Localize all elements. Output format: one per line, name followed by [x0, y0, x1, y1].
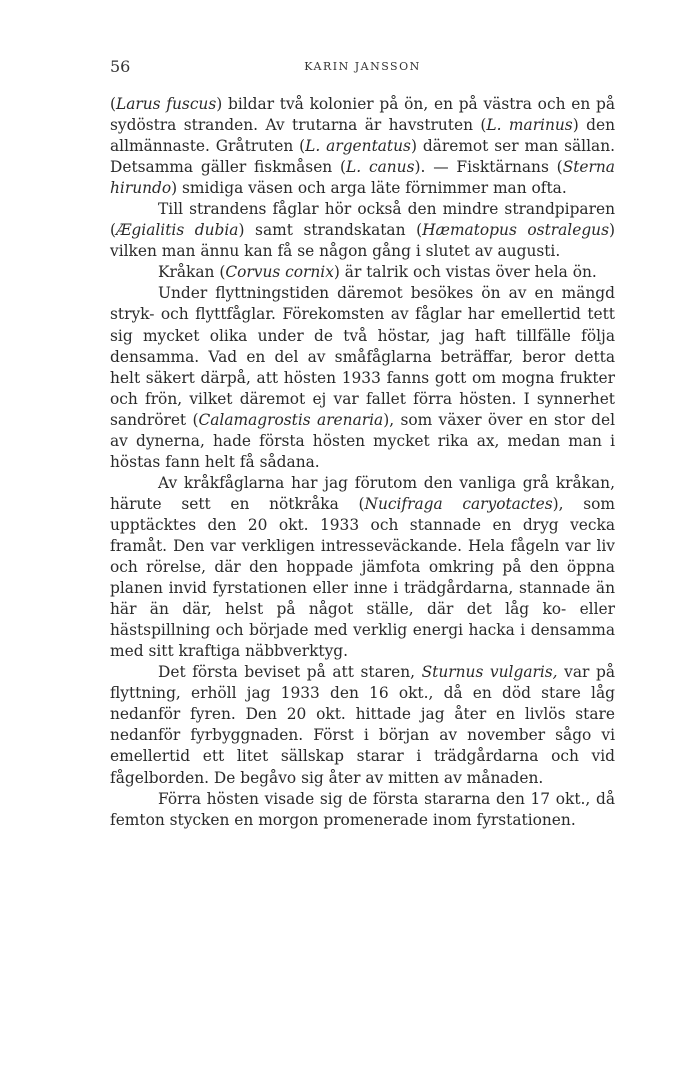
- species-name: Hæmatopus ostralegus: [422, 221, 609, 240]
- text-run: var på flyttning, erhöll jag 1933 den 16 okt., då en död stare låg nedanför fyren. Den 20 okt. hittade jag åter en livlös stare nedanför fyrbyggnaden. Först i början av november sågo vi emellertid ett litet sällskap starar i trädgårdarna och vid fågelborden. De begåvo sig åter av mitten av månaden.: [110, 663, 615, 787]
- text-run: ). — Fisktärnans (: [414, 158, 563, 177]
- running-head: KARIN JANSSON: [304, 60, 421, 73]
- paragraph: [110, 262, 615, 283]
- text-run: ) vilken man ännu kan få se någon gång i slutet av augusti.: [110, 221, 615, 261]
- text-run: ) den allmännaste. Gråtruten (: [110, 116, 615, 156]
- species-name: L. argentatus: [305, 137, 411, 156]
- text-run: ) bildar två kolonier på ön, en på västra och en på sydöstra stranden. Av trutarna är havstruten (: [110, 95, 615, 135]
- species-name: Sterna hirundo: [110, 158, 615, 198]
- species-name: L. marinus: [486, 116, 573, 135]
- species-name: Nucifraga caryotactes: [364, 494, 553, 513]
- text-run: ) är talrik och vistas över hela ön.: [333, 263, 597, 282]
- species-name: Ægialitis dubia: [116, 221, 239, 240]
- paragraph: [110, 789, 615, 831]
- text-run: ) samt strandskatan (: [238, 221, 423, 240]
- text-run: ), som växer över en stor del av dynerna, hade första hösten mycket rika ax, medan man i höstas fann helt få sådana.: [110, 410, 615, 471]
- text-run: Till strandens fåglar hör också den mindre strandpiparen (: [110, 200, 615, 240]
- text-run: ) smidiga väsen och arga läte förnimmer man ofta.: [171, 179, 567, 198]
- paragraph: [110, 94, 615, 199]
- text-run: Under flyttningstiden däremot besökes ön av en mängd stryk- och flyttfåglar. Förekomsten av fåglar har emellertid tett sig mycket olika under de två höstar, jag haft tillfälle följa densamma. Vad en del av småfåglarna beträffar, beror detta helt säkert därpå, att hösten 1933 fanns gott om mogna frukter och frön, vilket däremot ej var fallet förra hösten. I synnerhet sandröret (: [110, 284, 615, 429]
- body-text: [110, 94, 615, 831]
- species-name: L. canus: [346, 158, 415, 177]
- page-number: 56: [110, 57, 131, 76]
- text-run: Det första beviset på att staren,: [158, 663, 422, 682]
- text-run: Förra hösten visade sig de första stararna den 17 okt., då femton stycken en morgon promenerade inom fyrstationen.: [110, 789, 615, 829]
- species-name: Sturnus vulgaris,: [421, 663, 558, 682]
- species-name: Corvus cornix: [225, 263, 334, 282]
- text-run: ) däremot ser man sällan. Detsamma gäller fiskmåsen (: [110, 137, 615, 177]
- paragraph: [110, 662, 615, 788]
- text-run: Kråkan (: [158, 263, 226, 282]
- paragraph: [110, 283, 615, 472]
- species-name: Larus fuscus: [116, 95, 217, 113]
- paragraph: [110, 473, 615, 662]
- text-run: (: [110, 95, 117, 113]
- text-run: Av kråkfåglarna har jag förutom den vanliga grå kråkan, härute sett en nötkråka (: [110, 473, 615, 513]
- text-run: ), som upptäcktes den 20 okt. 1933 och stannade en dryg vecka framåt. Den var verkligen intresseväckande. Hela fågeln var liv och rörelse, där den hoppade jämfota omkring på den öppna planen invid fyrstationen eller inne i trädgårdarna, stannade än här än där, helst på något ställe, där det låg ko- eller hästspillning och började med verklig energi hacka i densamma med sitt kraftiga näbbverktyg.: [110, 494, 615, 661]
- paragraph: [110, 199, 615, 262]
- page-header: [110, 57, 615, 81]
- species-name: Calamagrostis arenaria: [198, 410, 384, 429]
